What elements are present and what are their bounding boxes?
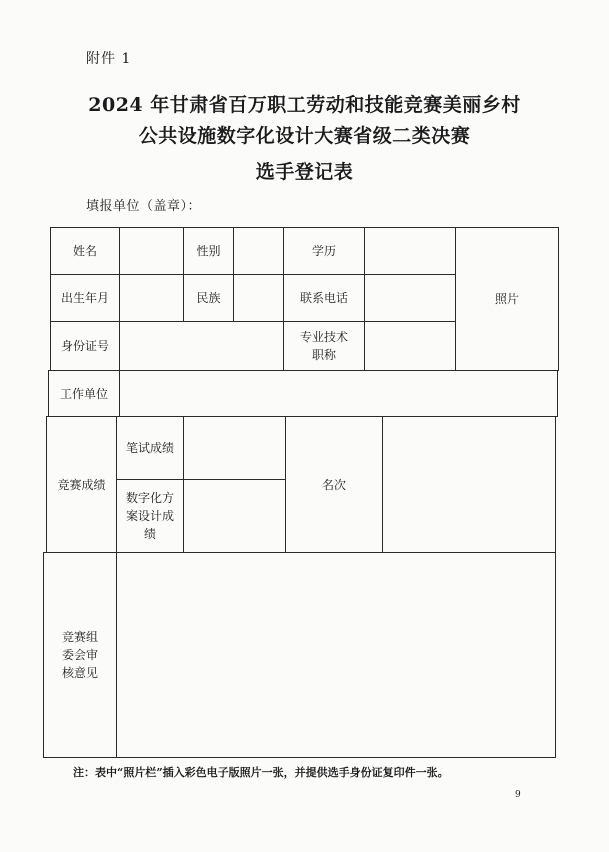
- fill-unit-label: 填报单位（盖章）：: [86, 199, 202, 214]
- rank-field[interactable]: [382, 416, 556, 553]
- gender-label: 性别: [183, 227, 234, 275]
- rank-label: 名次: [285, 416, 383, 553]
- ethnicity-label: 民族: [183, 274, 234, 322]
- workplace-field[interactable]: [119, 370, 558, 417]
- written-score-label: 笔试成绩: [116, 416, 184, 480]
- footnote: 注：表中“照片栏”插入彩色电子版照片一张，并提供选手身份证复印件一张。: [73, 766, 449, 779]
- gender-field[interactable]: [233, 227, 284, 275]
- attachment-label: 附件 1: [86, 51, 132, 67]
- phone-field[interactable]: [364, 274, 456, 322]
- education-field[interactable]: [364, 227, 456, 275]
- id-number-label: 身份证号: [50, 321, 120, 371]
- professional-title-label: 专业技术职称: [283, 321, 365, 371]
- photo-slot[interactable]: 照片: [455, 227, 559, 371]
- committee-opinion-label: 竞赛组委会审核意见: [43, 552, 117, 758]
- design-score-label: 数字化方案设计成绩: [116, 479, 184, 553]
- form-title-line2: 公共设施数字化设计大赛省级二类决赛: [138, 125, 471, 147]
- competition-score-label: 竞赛成绩: [46, 416, 117, 553]
- committee-opinion-field[interactable]: [116, 552, 556, 758]
- birth-label: 出生年月: [50, 274, 120, 322]
- workplace-label: 工作单位: [48, 370, 120, 417]
- name-field[interactable]: [119, 227, 184, 275]
- professional-title-field[interactable]: [364, 321, 456, 371]
- written-score-field[interactable]: [183, 416, 286, 480]
- id-number-field[interactable]: [119, 321, 284, 371]
- design-score-field[interactable]: [183, 479, 286, 553]
- ethnicity-field[interactable]: [233, 274, 284, 322]
- education-label: 学历: [283, 227, 365, 275]
- form-title-line1: 2024 年甘肃省百万职工劳动和技能竞赛美丽乡村: [88, 94, 521, 116]
- form-title-line3: 选手登记表: [255, 161, 354, 183]
- birth-field[interactable]: [119, 274, 184, 322]
- name-label: 姓名: [50, 227, 120, 275]
- page-number: 9: [515, 790, 521, 800]
- phone-label: 联系电话: [283, 274, 365, 322]
